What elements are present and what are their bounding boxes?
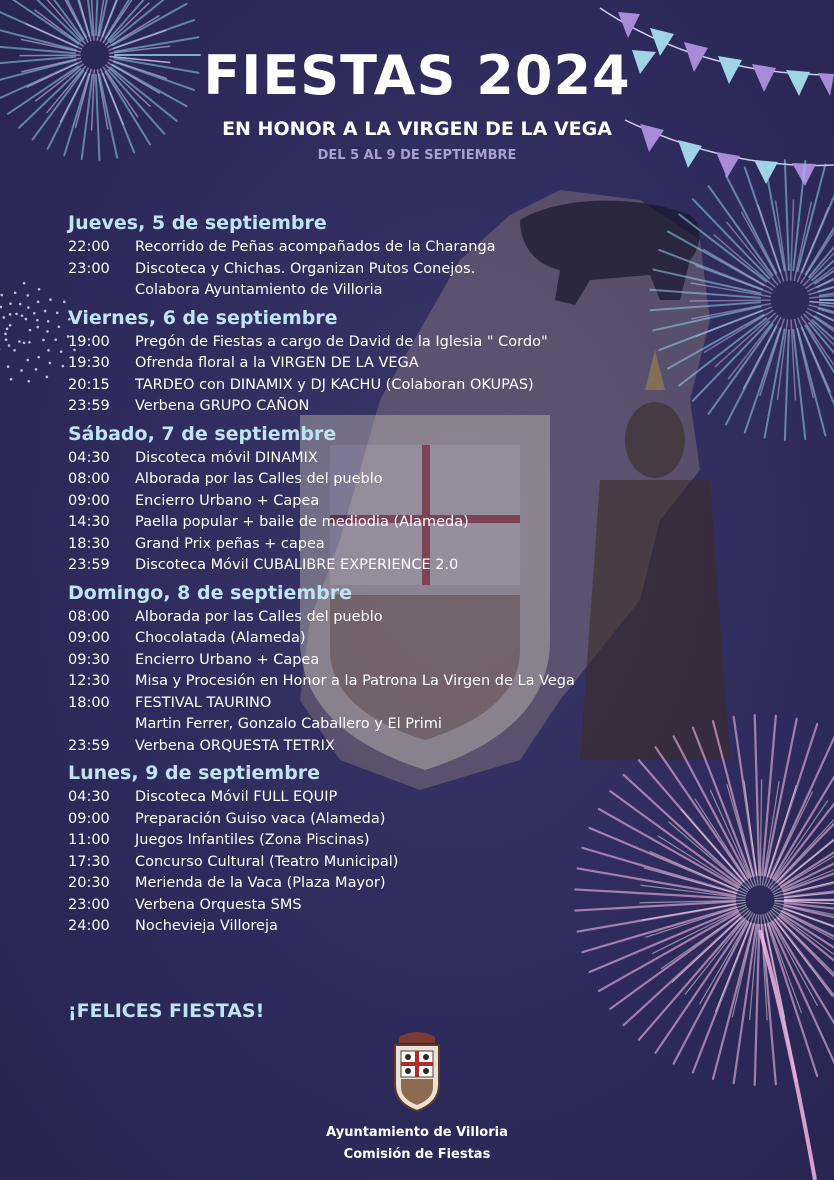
day-title: Sábado, 7 de septiembre	[68, 422, 337, 445]
event-row	[68, 714, 668, 736]
event-row	[68, 736, 668, 758]
organizer-name: Ayuntamiento de Villoria	[326, 1125, 508, 1140]
day-section	[68, 210, 668, 302]
date-range: DEL 5 AL 9 DE SEPTIEMBRE	[317, 148, 517, 163]
event-time: 09:00	[68, 810, 110, 827]
event-description: Nochevieja Villoreja	[135, 918, 278, 934]
event-description: Discoteca Móvil FULL EQUIP	[135, 789, 338, 805]
day-section	[68, 305, 668, 418]
event-row	[68, 353, 668, 375]
event-row	[68, 491, 668, 513]
event-description: Pregón de Fiestas a cargo de David de la Iglesia " Cordo"	[135, 333, 548, 350]
event-time: 08:00	[68, 471, 110, 487]
event-row	[68, 895, 668, 917]
day-title: Jueves, 5 de septiembre	[68, 212, 327, 234]
event-time: 04:30	[68, 449, 110, 466]
footer	[0, 1122, 834, 1166]
event-row	[68, 237, 668, 259]
event-row	[68, 375, 668, 397]
program-schedule	[68, 210, 668, 941]
event-row	[68, 607, 668, 629]
event-description: Ofrenda floral a la VIRGEN DE LA VEGA	[135, 355, 419, 371]
event-row	[68, 628, 668, 650]
event-row	[68, 830, 668, 852]
event-time: 09:00	[68, 492, 110, 509]
event-row	[68, 259, 668, 281]
day-title: Lunes, 9 de septiembre	[68, 762, 321, 784]
event-time: 23:00	[68, 260, 110, 277]
event-time: 23:00	[68, 896, 110, 913]
event-description: Colabora Ayuntamiento de Villoria	[135, 282, 383, 298]
event-row	[68, 555, 668, 577]
coat-of-arms-logo	[389, 1027, 445, 1113]
firework-left-dots	[0, 277, 76, 386]
event-description: Misa y Procesión en Honor a la Patrona La Virgen de La Vega	[135, 673, 575, 689]
event-description: Merienda de la Vaca (Plaza Mayor)	[135, 875, 386, 891]
event-description: Alborada por las Calles del pueblo	[135, 608, 383, 625]
event-time	[68, 280, 135, 302]
event-time: 11:00	[68, 832, 110, 848]
event-description: Juegos Infantiles (Zona Piscinas)	[135, 832, 370, 848]
event-time: 12:30	[68, 673, 110, 689]
event-time: 17:30	[68, 853, 110, 870]
event-row	[68, 671, 668, 693]
event-row	[68, 650, 668, 672]
event-time: 24:00	[68, 918, 110, 934]
event-description: Verbena ORQUESTA TETRIX	[135, 737, 335, 754]
day-section	[68, 760, 668, 938]
event-time: 23:59	[68, 557, 110, 573]
event-row	[68, 332, 668, 354]
event-time: 19:30	[68, 355, 110, 371]
event-row	[68, 534, 668, 556]
event-time: 09:30	[68, 651, 110, 668]
event-row	[68, 852, 668, 874]
event-row	[68, 512, 668, 534]
event-row	[68, 787, 668, 809]
event-time: 22:00	[68, 239, 110, 255]
event-description: Concurso Cultural (Teatro Municipal)	[135, 853, 399, 870]
event-description: Encierro Urbano + Capea	[135, 651, 320, 668]
greeting-text: ¡FELICES FIESTAS!	[68, 1000, 265, 1022]
header	[0, 40, 834, 166]
event-description: Discoteca móvil DINAMIX	[135, 449, 318, 466]
event-description: Verbena GRUPO CAÑON	[135, 398, 310, 414]
event-time	[68, 714, 135, 736]
event-time: 14:30	[68, 514, 110, 530]
event-description: Chocolatada (Alameda)	[135, 630, 306, 646]
event-time: 04:30	[68, 789, 110, 805]
event-row	[68, 469, 668, 491]
page-title: FIESTAS 2024	[203, 44, 631, 107]
event-time: 19:00	[68, 333, 110, 350]
event-description: Paella popular + baile de mediodia (Alameda)	[135, 514, 469, 530]
event-description: Verbena Orquesta SMS	[135, 896, 302, 913]
event-row	[68, 448, 668, 470]
event-time: 18:30	[68, 535, 110, 552]
event-description: FESTIVAL TAURINO	[135, 694, 272, 711]
event-description: Encierro Urbano + Capea	[135, 492, 320, 509]
day-section	[68, 421, 668, 577]
event-row	[68, 280, 668, 302]
event-description: Discoteca y Chichas. Organizan Putos Conejos.	[135, 260, 476, 277]
event-time: 08:00	[68, 608, 110, 625]
event-description: TARDEO con DINAMIX y DJ KACHU (Colaboran OKUPAS)	[135, 376, 534, 393]
event-description: Recorrido de Peñas acompañados de la Charanga	[135, 239, 496, 255]
event-row	[68, 809, 668, 831]
event-description: Preparación Guiso vaca (Alameda)	[135, 810, 386, 827]
event-description: Grand Prix peñas + capea	[135, 535, 325, 552]
day-title: Viernes, 6 de septiembre	[68, 306, 338, 329]
committee-name: Comisión de Fiestas	[343, 1147, 491, 1162]
event-description: Martin Ferrer, Gonzalo Caballero y El Primi	[135, 716, 442, 732]
day-section	[68, 580, 668, 758]
event-row	[68, 693, 668, 715]
day-title: Domingo, 8 de septiembre	[68, 581, 353, 604]
event-row	[68, 396, 668, 418]
event-row	[68, 873, 668, 895]
event-time: 23:59	[68, 737, 110, 754]
event-time: 18:00	[68, 694, 110, 711]
event-time: 09:00	[68, 630, 110, 646]
event-time: 23:59	[68, 398, 110, 414]
event-row	[68, 916, 668, 938]
event-description: Alborada por las Calles del pueblo	[135, 471, 383, 487]
event-description: Discoteca Móvil CUBALIBRE EXPERIENCE 2.0	[135, 557, 459, 573]
event-time: 20:30	[68, 875, 110, 891]
event-time: 20:15	[68, 376, 110, 393]
subtitle: EN HONOR A LA VIRGEN DE LA VEGA	[222, 118, 612, 140]
